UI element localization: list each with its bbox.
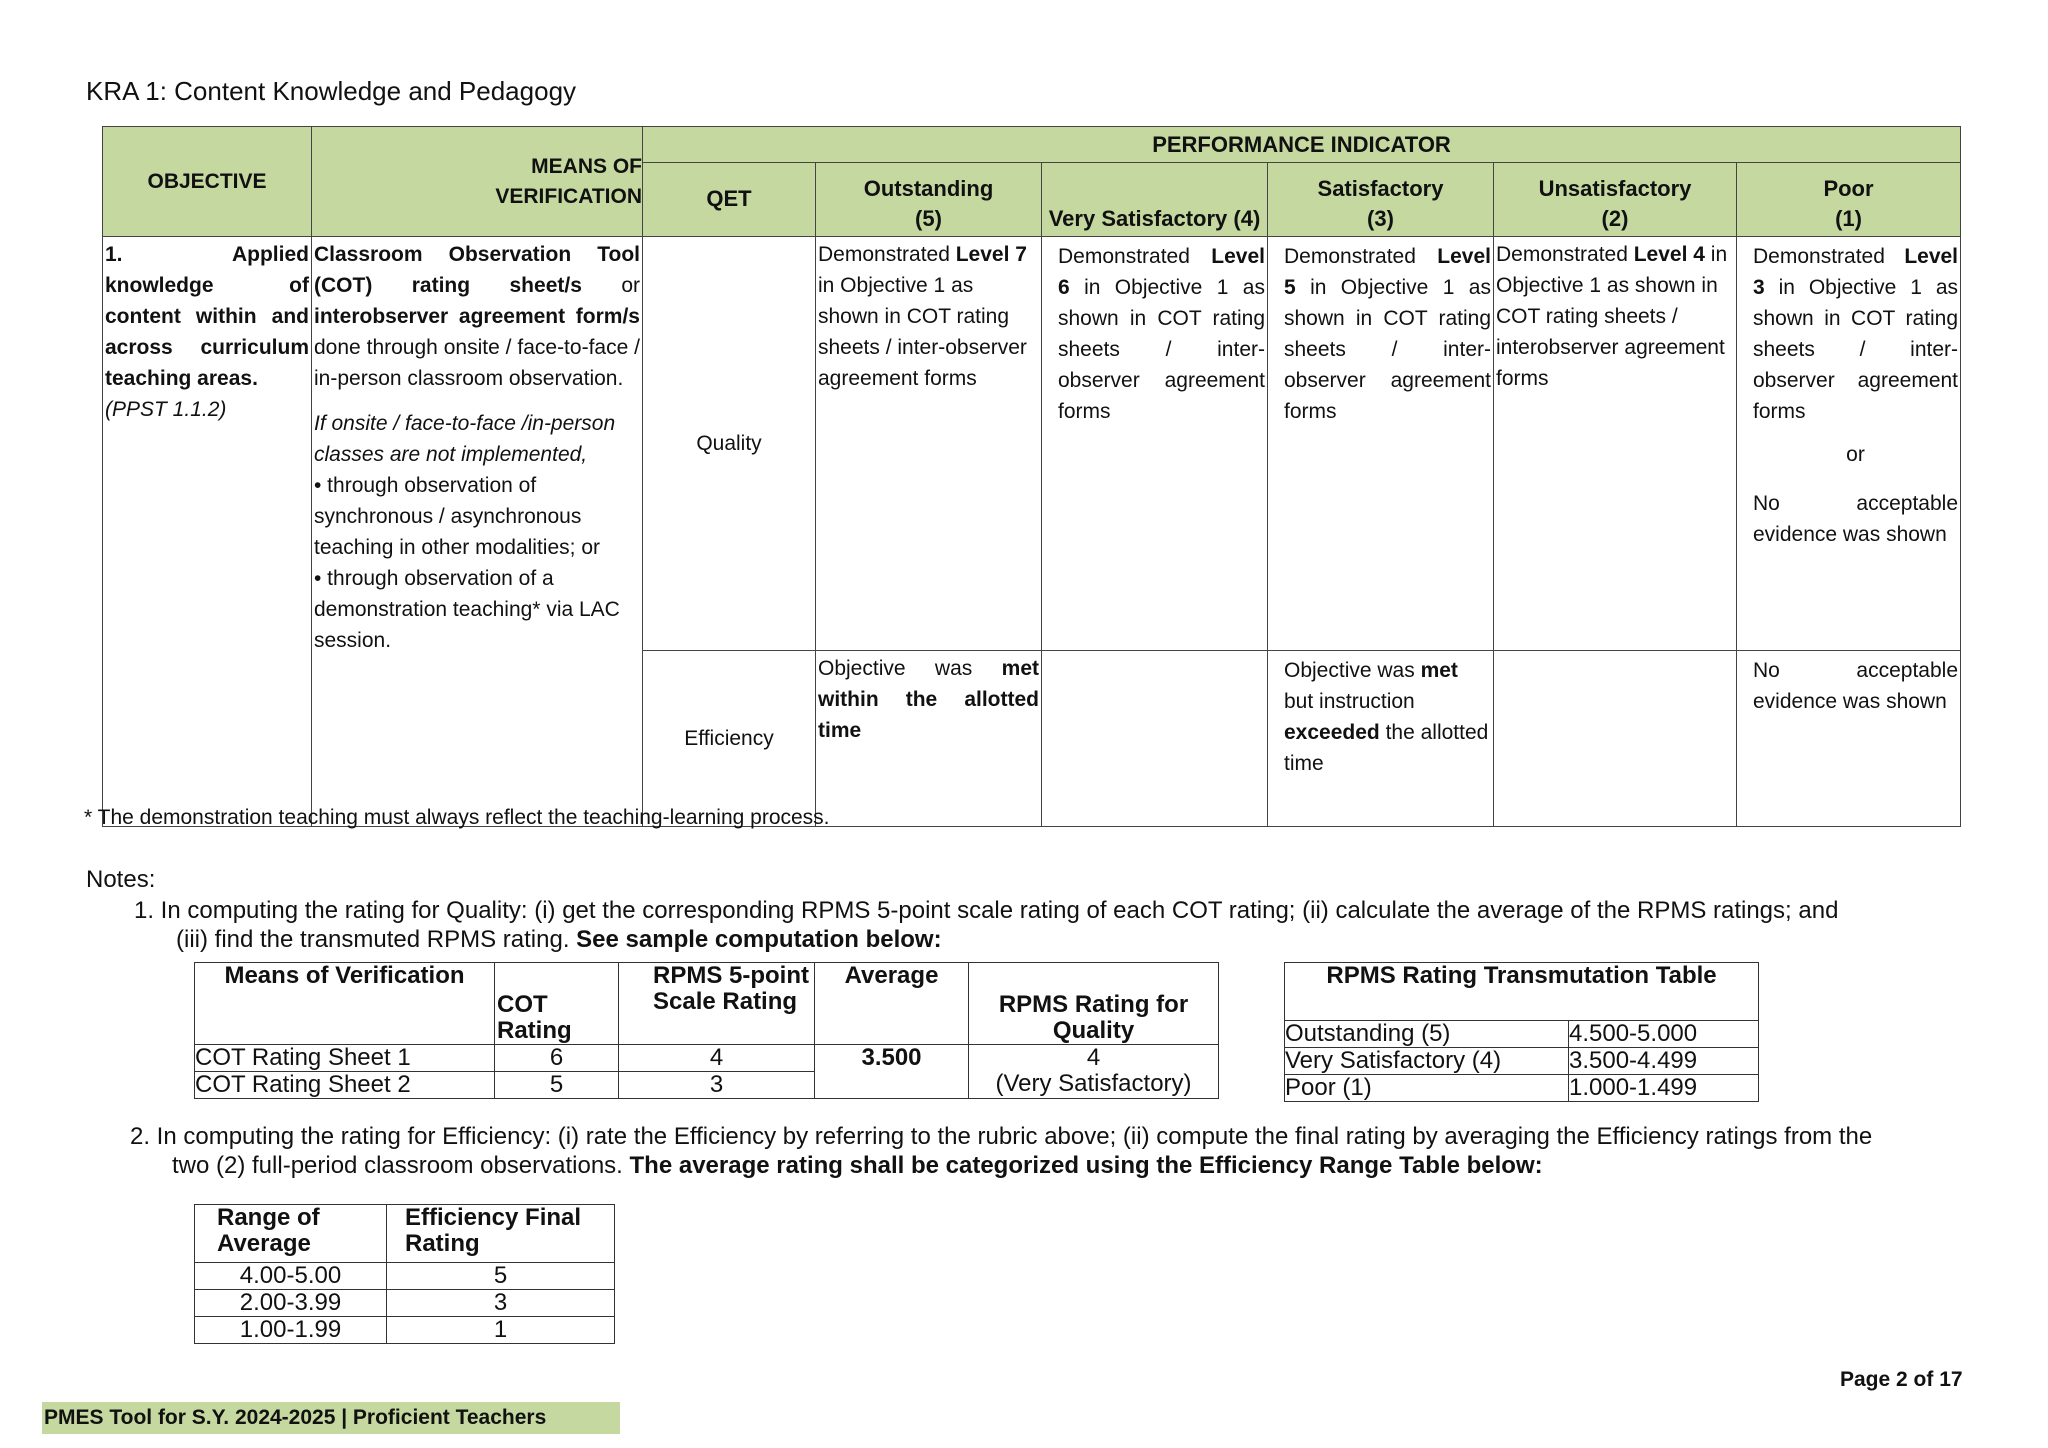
footnote: * The demonstration teaching must always reflect the teaching-learning process. [84, 806, 830, 829]
sample-row-2-mov: COT Rating Sheet 2 [195, 1072, 495, 1099]
efficiency-header-rating: Efficiency Final Rating [387, 1205, 615, 1263]
efficiency-range-3: 1.00-1.99 [195, 1317, 387, 1344]
qet-header: QET [643, 163, 816, 237]
quality-poor: Demonstrated Level 3 in Objective 1 as shown in COT rating sheets / inter-observer agreement forms or No acceptable evidence was shown [1737, 237, 1961, 651]
transmutation-range-3: 1.000-1.499 [1569, 1075, 1759, 1102]
sample-row-1-mov: COT Rating Sheet 1 [195, 1045, 495, 1072]
quality-very-satisfactory: Demonstrated Level 6 in Objective 1 as shown in COT rating sheets / inter-observer agreement forms [1042, 237, 1268, 651]
efficiency-range-1: 4.00-5.00 [195, 1263, 387, 1290]
efficiency-unsatisfactory [1494, 651, 1737, 827]
rubric-table [102, 126, 1961, 827]
very-satisfactory-header: Very Satisfactory (4) [1042, 163, 1268, 237]
poor-header: Poor (1) [1737, 163, 1961, 237]
efficiency-satisfactory: Objective was met but instruction exceeded the allotted time [1268, 651, 1494, 827]
notes-label: Notes: [86, 866, 156, 893]
efficiency-rating-1: 5 [387, 1263, 615, 1290]
page-number: Page 2 of 17 [1840, 1368, 1963, 1391]
quality-unsatisfactory: Demonstrated Level 4 in Objective 1 as shown in COT rating sheets / interobserver agreement forms [1494, 237, 1737, 651]
transmutation-rating-1: Outstanding (5) [1285, 1021, 1569, 1048]
objective-cell: 1. Applied knowledge of content within and across curriculum teaching areas. (PPST 1.1.2) [103, 237, 312, 827]
transmutation-title: RPMS Rating Transmutation Table [1285, 963, 1759, 1021]
efficiency-header-range: Range of Average [195, 1205, 387, 1263]
sample-computation-table [194, 962, 1219, 1099]
efficiency-range-table [194, 1204, 615, 1344]
satisfactory-header: Satisfactory (3) [1268, 163, 1494, 237]
sample-header-cot: COT Rating [495, 963, 619, 1045]
sample-row-2-rpms: 3 [619, 1072, 815, 1099]
transmutation-table [1284, 962, 1759, 1102]
quality-outstanding: Demonstrated Level 7 in Objective 1 as shown in COT rating sheets / inter-observer agreement forms [816, 237, 1042, 651]
sample-row-1-cot: 6 [495, 1045, 619, 1072]
quality-satisfactory: Demonstrated Level 5 in Objective 1 as shown in COT rating sheets / inter-observer agreement forms [1268, 237, 1494, 651]
sample-quality-rating: 4 (Very Satisfactory) [969, 1045, 1219, 1099]
unsatisfactory-header: Unsatisfactory (2) [1494, 163, 1737, 237]
means-cell: Classroom Observation Tool (COT) rating sheet/s or interobserver agreement form/s done through onsite / face-to-face / in-person classroom observation. If onsite / face-to-face /in-person classes are not implemented, • through observation of synchronous / asynchronous teaching in other modalities; or • through observation of a demonstration teaching* via LAC session. [312, 237, 643, 827]
efficiency-poor: No acceptable evidence was shown [1737, 651, 1961, 827]
sample-header-mov: Means of Verification [195, 963, 495, 1045]
transmutation-rating-2: Very Satisfactory (4) [1285, 1048, 1569, 1075]
footer-bar: PMES Tool for S.Y. 2024-2025 | Proficient Teachers [42, 1402, 620, 1434]
outstanding-header: Outstanding (5) [816, 163, 1042, 237]
efficiency-rating-2: 3 [387, 1290, 615, 1317]
efficiency-outstanding: Objective was met within the allotted time [816, 651, 1042, 827]
efficiency-label: Efficiency [643, 651, 816, 827]
sample-row-2-cot: 5 [495, 1072, 619, 1099]
transmutation-range-1: 4.500-5.000 [1569, 1021, 1759, 1048]
efficiency-rating-3: 1 [387, 1317, 615, 1344]
objective-header: OBJECTIVE [103, 127, 312, 237]
efficiency-range-2: 2.00-3.99 [195, 1290, 387, 1317]
efficiency-very-satisfactory [1042, 651, 1268, 827]
note-2: 2. In computing the rating for Efficiency: (i) rate the Efficiency by referring to the rubric above; (ii) compute the final rating by averaging the Efficiency ratings from the two (2) full-period classroom observations. The average rating shall be categorized using the Efficiency Range Table below: [130, 1123, 1873, 1179]
means-header: MEANS OF VERIFICATION [312, 127, 643, 237]
sample-row-1-rpms: 4 [619, 1045, 815, 1072]
transmutation-range-2: 3.500-4.499 [1569, 1048, 1759, 1075]
transmutation-rating-3: Poor (1) [1285, 1075, 1569, 1102]
quality-label: Quality [643, 237, 816, 651]
sample-header-quality: RPMS Rating for Quality [969, 963, 1219, 1045]
sample-header-rpms: RPMS 5-point Scale Rating [619, 963, 815, 1045]
sample-average: 3.500 [815, 1045, 969, 1099]
sample-header-average: Average [815, 963, 969, 1045]
performance-indicator-header: PERFORMANCE INDICATOR [643, 127, 1961, 163]
kra-title: KRA 1: Content Knowledge and Pedagogy [86, 76, 577, 106]
note-1: 1. In computing the rating for Quality: (i) get the corresponding RPMS 5-point scale rating of each COT rating; (ii) calculate the average of the RPMS ratings; and (iii) find the transmuted RPMS rating. See sample computation below: [134, 897, 1839, 953]
